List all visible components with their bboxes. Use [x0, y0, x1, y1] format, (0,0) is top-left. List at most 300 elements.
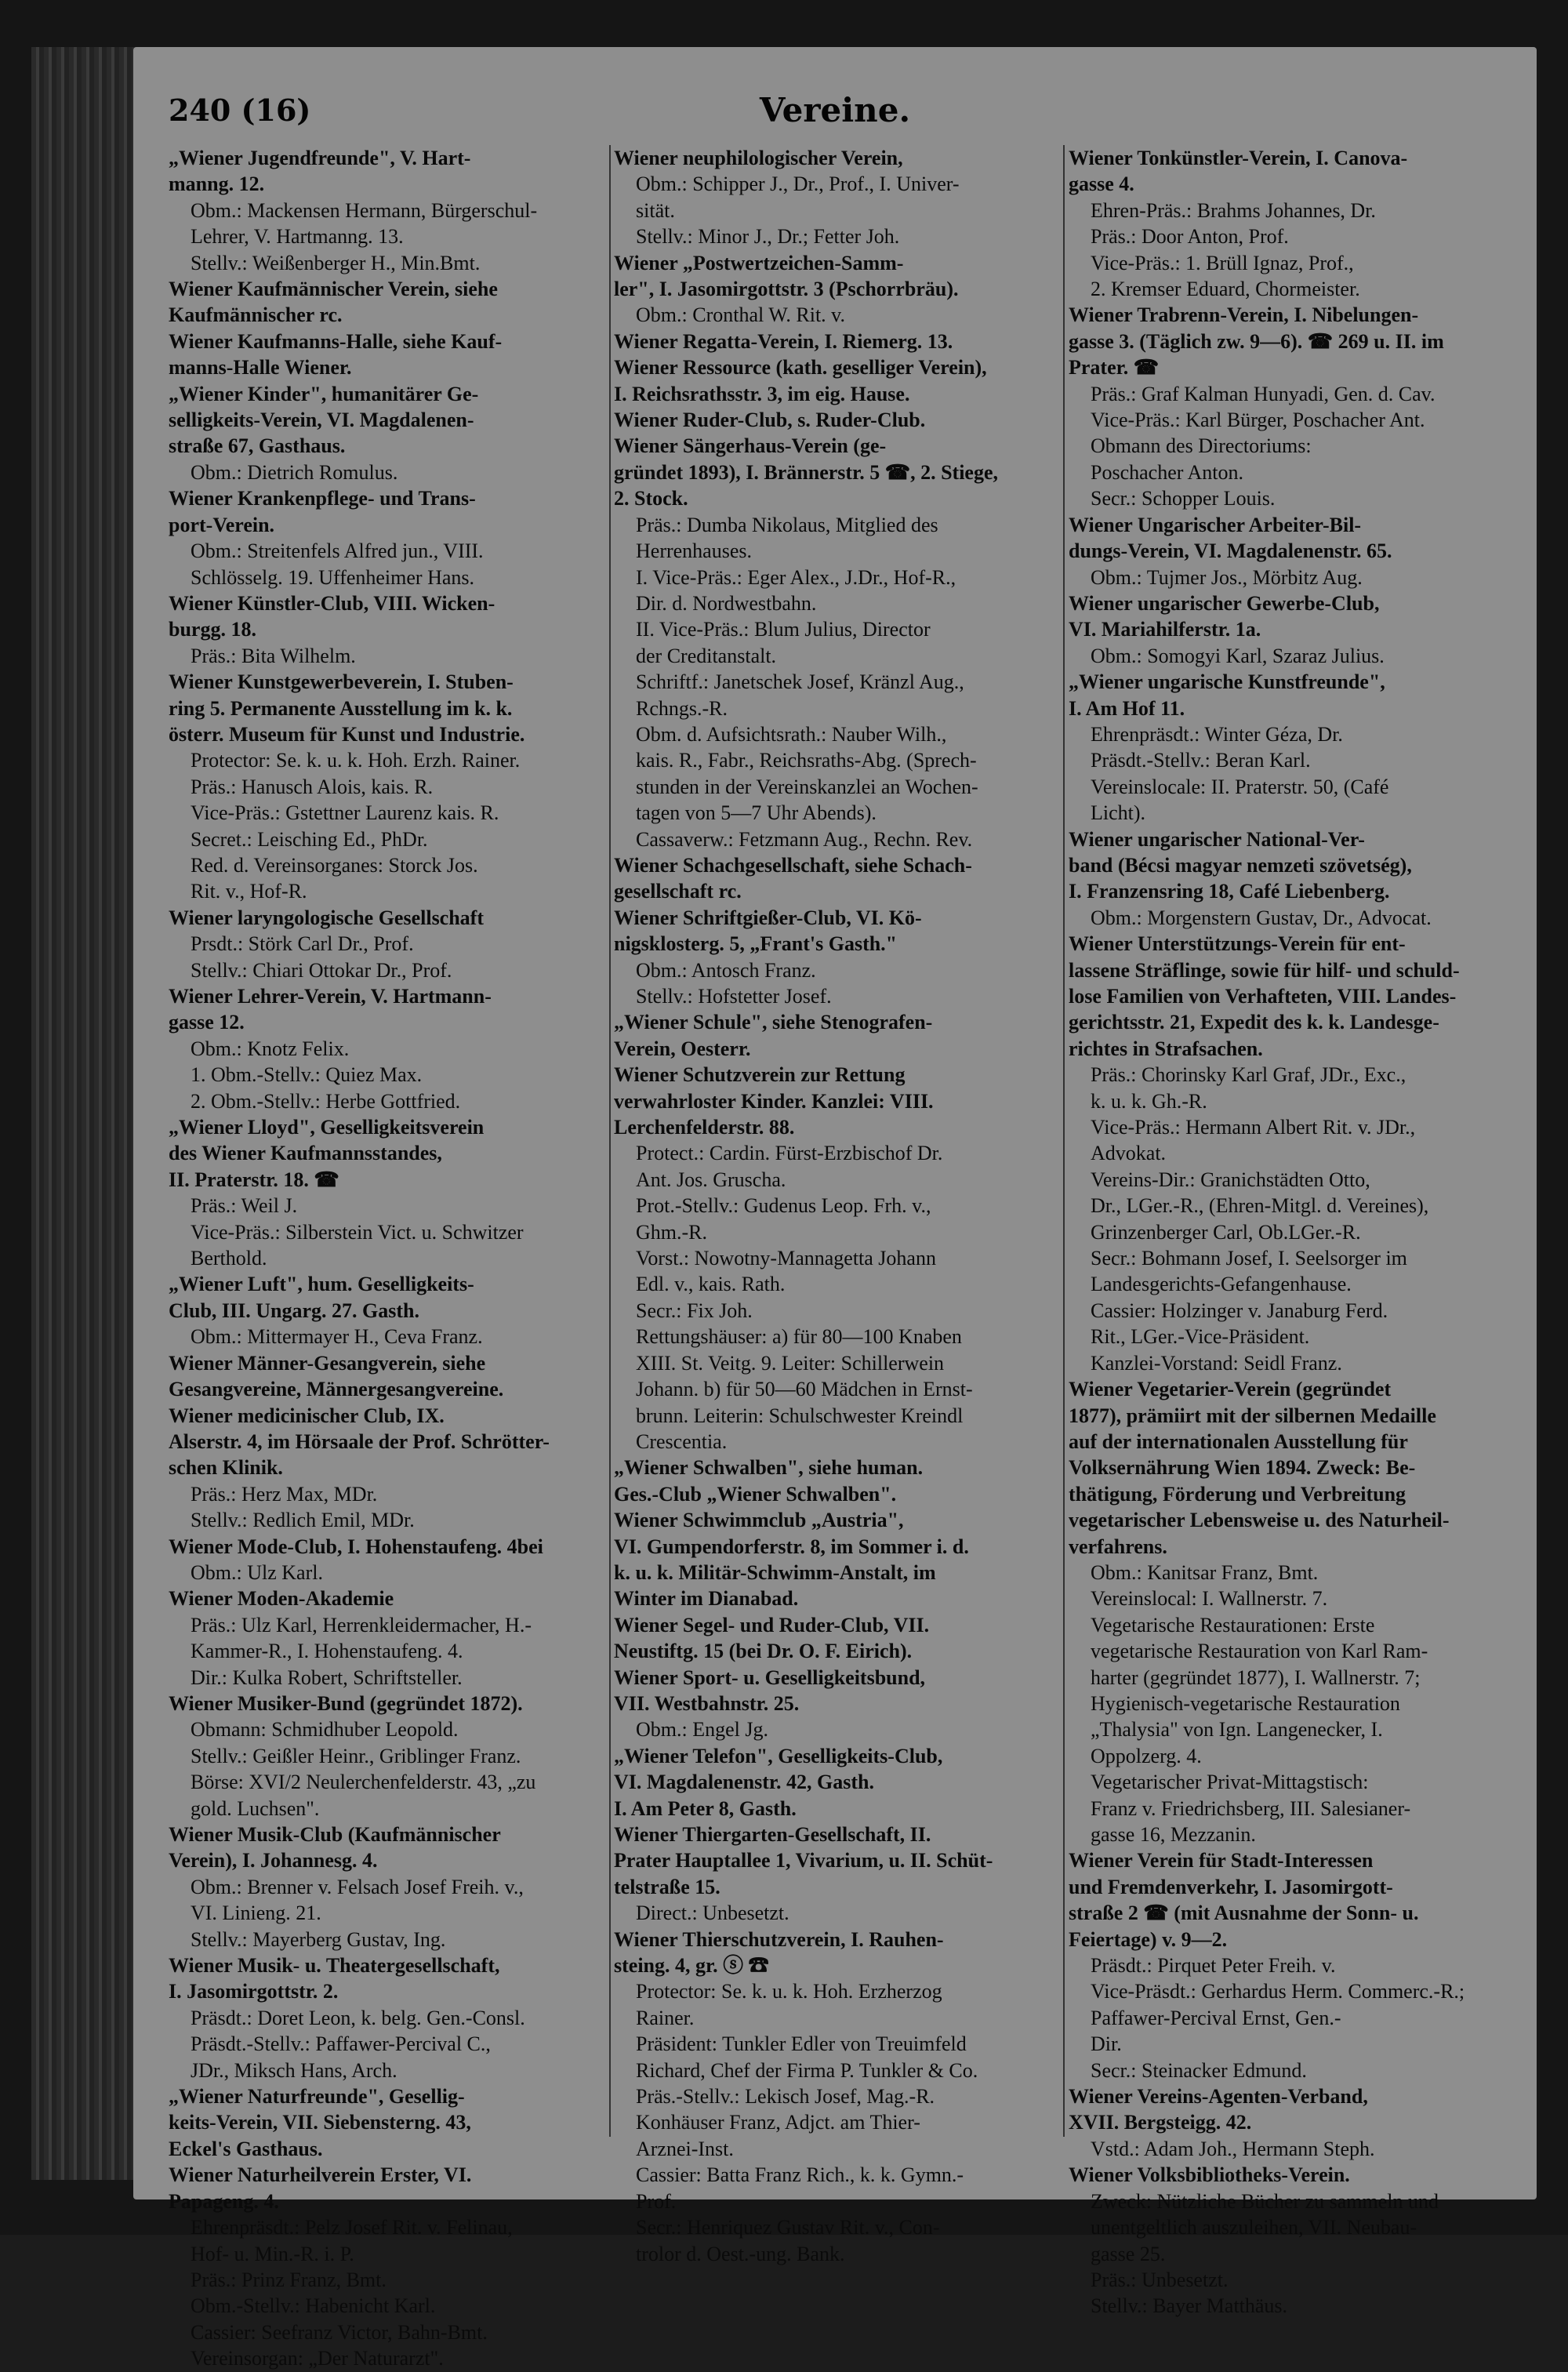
- directory-entry: [169, 276, 612, 329]
- directory-entry: [1069, 512, 1512, 590]
- entry-heading-line: keits-Verein, VII. Siebensterng. 43,: [169, 2111, 471, 2134]
- directory-entry: [1069, 1847, 1512, 2083]
- entry-detail-line: Vstd.: Adam Joh., Hermann Steph.: [1091, 2137, 1375, 2160]
- entry-detail-line: Obm.: Antosch Franz.: [636, 958, 816, 982]
- entry-detail-line: Vereinsorgan: „Der Naturarzt".: [191, 2347, 444, 2370]
- entry-heading-line: Wiener Ruder-Club, s. Ruder-Club.: [614, 409, 926, 432]
- entry-detail-line: Protect.: Cardin. Fürst-Erzbischof Dr.: [636, 1142, 943, 1165]
- directory-entry: [169, 1534, 612, 1586]
- entry-detail-line: Börse: XVI/2 Neulerchenfelderstr. 43, „zu: [191, 1771, 536, 1794]
- directory-entry: [169, 329, 612, 381]
- entry-detail-line: Secr.: Schopper Louis.: [1091, 487, 1276, 510]
- entry-heading-line: gasse 12.: [169, 1011, 245, 1034]
- entry-detail-line: Präs.-Stellv.: Lekisch Josef, Mag.-R.: [636, 2085, 935, 2109]
- entry-detail-line: Protector: Se. k. u. k. Hoh. Erzherzog: [636, 1980, 942, 2003]
- entry-heading-line: Volksernährung Wien 1894. Zweck: Be-: [1069, 1456, 1416, 1480]
- entry-heading-line: Neustiftg. 15 (bei Dr. O. F. Eirich).: [614, 1640, 913, 1663]
- entry-detail-line: Red. d. Vereinsorganes: Storck Jos.: [191, 853, 478, 877]
- entry-heading-line: Wiener Regatta-Verein, I. Riemerg. 13.: [614, 329, 953, 353]
- entry-detail-line: Secr.: Fix Joh.: [636, 1299, 753, 1322]
- entry-detail-line: Arznei-Inst.: [636, 2137, 734, 2160]
- entry-detail-line: JDr., Miksch Hans, Arch.: [191, 2058, 397, 2082]
- entry-heading-line: verfahrens.: [1069, 1535, 1167, 1558]
- entry-detail-line: Poschacher Anton.: [1091, 460, 1243, 484]
- entry-detail-line: Obm.: Tujmer Jos., Mörbitz Aug.: [1091, 565, 1363, 589]
- entry-detail-line: „Thalysia" von Ign. Langenecker, I.: [1091, 1718, 1383, 1742]
- entry-heading-line: gasse 3. (Täglich zw. 9—6). ☎ 269 u. II. im: [1069, 329, 1444, 353]
- entry-heading-line: Ges.-Club „Wiener Schwalben".: [614, 1482, 897, 1506]
- entry-heading-line: Wiener Mode-Club, I. Hohenstaufeng. 4bei: [169, 1535, 543, 1558]
- directory-entry: [614, 433, 1058, 852]
- entry-detail-line: Stellv.: Mayerberg Gustav, Ing.: [191, 1927, 446, 1951]
- directory-entry: [1069, 302, 1512, 511]
- entry-heading-line: I. Reichsrathsstr. 3, im eig. Hause.: [614, 382, 910, 405]
- entry-detail-line: Schlösselg. 19. Uffenheimer Hans.: [191, 565, 475, 589]
- column-divider: [609, 145, 611, 2137]
- entry-detail-line: Präsdt.: Doret Leon, k. belg. Gen.-Consl.: [191, 2006, 525, 2029]
- entry-heading-line: verwahrloster Kinder. Kanzlei: VIII.: [614, 1089, 934, 1113]
- entry-heading-line: VII. Westbahnstr. 25.: [614, 1691, 800, 1715]
- entry-heading-line: Wiener Unterstützungs-Verein für ent-: [1069, 932, 1406, 956]
- entry-heading-line: Wiener Vegetarier-Verein (gegründet: [1069, 1378, 1392, 1401]
- entry-detail-line: Vice-Präs.: 1. Brüll Ignaz, Prof.,: [1091, 251, 1354, 274]
- directory-entry: [614, 1009, 1058, 1062]
- entry-heading-line: Wiener Künstler-Club, VIII. Wicken-: [169, 591, 495, 615]
- entry-heading-line: Wiener ungarischer National-Ver-: [1069, 827, 1365, 851]
- entry-detail-line: II. Vice-Präs.: Blum Julius, Director: [636, 618, 931, 641]
- entry-detail-line: Herrenhauses.: [636, 539, 752, 563]
- entry-detail-line: Vice-Präsdt.: Gerhardus Herm. Commerc.-R.;: [1091, 1980, 1465, 2003]
- entry-detail-line: kais. R., Fabr., Reichsraths-Abg. (Sprech-: [636, 749, 977, 772]
- entry-detail-line: Ghm.-R.: [636, 1220, 707, 1244]
- entry-detail-line: Stellv.: Geißler Heinr., Griblinger Franz.: [191, 1744, 521, 1767]
- entry-heading-line: telstraße 15.: [614, 1875, 720, 1898]
- entry-detail-line: Franz v. Friedrichsberg, III. Salesianer-: [1091, 1796, 1411, 1820]
- entry-detail-line: Prot.-Stellv.: Gudenus Leop. Frh. v.,: [636, 1194, 931, 1218]
- entry-heading-line: Wiener Schachgesellschaft, siehe Schach-: [614, 853, 972, 877]
- entry-heading-line: Wiener Männer-Gesangverein, siehe: [169, 1351, 486, 1375]
- entry-detail-line: Licht).: [1091, 801, 1146, 825]
- entry-detail-line: trolor d. Oest.-ung. Bank.: [636, 2242, 845, 2265]
- directory-entry: [614, 1743, 1058, 1822]
- entry-detail-line: sität.: [636, 198, 675, 222]
- entry-detail-line: Crescentia.: [636, 1429, 728, 1453]
- entry-detail-line: Rchngs.-R.: [636, 696, 728, 720]
- entry-heading-line: Prater Hauptallee 1, Vivarium, u. II. Schüt-: [614, 1849, 993, 1873]
- entry-heading-line: Wiener Thiergarten-Gesellschaft, II.: [614, 1823, 931, 1846]
- entry-detail-line: Zweck: Nützliche Bücher zu sammeln und: [1091, 2189, 1439, 2213]
- entry-heading-line: Wiener Kunstgewerbeverein, I. Stuben-: [169, 670, 514, 694]
- entry-detail-line: Präs.: Unbesetzt.: [1091, 2268, 1229, 2291]
- entry-detail-line: Secr.: Bohmann Josef, I. Seelsorger im: [1091, 1247, 1407, 1270]
- entry-detail-line: Obm.: Engel Jg.: [636, 1718, 768, 1742]
- directory-entry: [1069, 2083, 1512, 2162]
- entry-detail-line: Stellv.: Weißenberger H., Min.Bmt.: [191, 251, 481, 274]
- entry-heading-line: Wiener Musik- u. Theatergesellschaft,: [169, 1954, 500, 1978]
- entry-heading-line: k. u. k. Militär-Schwimm-Anstalt, im: [614, 1560, 936, 1584]
- entry-heading-line: Wiener Thierschutzverein, I. Rauhen-: [614, 1927, 944, 1951]
- entry-heading-line: II. Praterstr. 18. ☎: [169, 1168, 339, 1191]
- entry-detail-line: Vereinslocal: I. Wallnerstr. 7.: [1091, 1587, 1328, 1611]
- entry-detail-line: Vice-Präs.: Hermann Albert Rit. v. JDr.,: [1091, 1116, 1416, 1139]
- entry-detail-line: Präs.: Graf Kalman Hunyadi, Gen. d. Cav.: [1091, 382, 1436, 405]
- entry-detail-line: Vereins-Dir.: Granichstädten Otto,: [1091, 1168, 1370, 1191]
- entry-heading-line: ler", I. Jasomirgottstr. 3 (Pschorrbräu).: [614, 278, 959, 301]
- entry-heading-line: Wiener Musik-Club (Kaufmännischer: [169, 1823, 501, 1846]
- entry-heading-line: und Fremdenverkehr, I. Jasomirgott-: [1069, 1875, 1393, 1898]
- entry-heading-line: Wiener Schwimmclub „Austria",: [614, 1509, 904, 1532]
- entry-detail-line: XIII. St. Veitg. 9. Leiter: Schillerwein: [636, 1351, 945, 1375]
- entry-detail-line: Cassaverw.: Fetzmann Aug., Rechn. Rev.: [636, 827, 973, 851]
- directory-entry: [614, 407, 1058, 433]
- entry-heading-line: Club, III. Ungarg. 27. Gasth.: [169, 1299, 420, 1322]
- entry-detail-line: Lehrer, V. Hartmanng. 13.: [191, 225, 404, 249]
- entry-detail-line: Prof.: [636, 2189, 677, 2213]
- directory-entry: [614, 1507, 1058, 1612]
- entry-heading-line: lose Familien von Verhafteten, VIII. Landes-: [1069, 985, 1457, 1008]
- directory-entry: [614, 1062, 1058, 1455]
- entry-heading-line: Wiener laryngologische Gesellschaft: [169, 906, 484, 929]
- entry-detail-line: Ehrenpräsdt.: Winter Géza, Dr.: [1091, 722, 1343, 746]
- entry-detail-line: Schriftf.: Janetschek Josef, Kränzl Aug.,: [636, 670, 964, 694]
- entry-detail-line: Cassier: Holzinger v. Janaburg Ferd.: [1091, 1299, 1388, 1322]
- entry-heading-line: schen Klinik.: [169, 1456, 283, 1480]
- entry-detail-line: Ant. Jos. Gruscha.: [636, 1168, 786, 1191]
- entry-detail-line: Präs.: Weil J.: [191, 1194, 298, 1218]
- entry-detail-line: Obm.: Morgenstern Gustav, Dr., Advocat.: [1091, 906, 1432, 929]
- entry-heading-line: Wiener „Postwertzeichen-Samm-: [614, 251, 904, 274]
- entry-detail-line: 1. Obm.-Stellv.: Quiez Max.: [191, 1063, 423, 1087]
- directory-entry: [1069, 1376, 1512, 1847]
- entry-detail-line: Rit. v., Hof-R.: [191, 880, 307, 903]
- directory-entry: [1069, 145, 1512, 302]
- directory-entry: [614, 354, 1058, 407]
- entry-detail-line: Obm.: Mackensen Hermann, Bürgerschul-: [191, 198, 538, 222]
- entry-detail-line: Rainer.: [636, 2006, 695, 2029]
- directory-entry: [169, 1403, 612, 1534]
- entry-detail-line: Secr.: Henriquez Gustav Rit. v., Con-: [636, 2216, 940, 2239]
- entry-heading-line: Prater. ☎: [1069, 356, 1160, 380]
- directory-entry: [1069, 826, 1512, 932]
- directory-entry: [614, 1612, 1058, 1665]
- directory-entry: [169, 381, 612, 486]
- entry-detail-line: Stellv.: Bayer Matthäus.: [1091, 2294, 1288, 2318]
- entry-heading-line: Wiener neuphilologischer Verein,: [614, 147, 903, 169]
- entry-detail-line: Hof- u. Min.-R. i. P.: [191, 2242, 354, 2265]
- entry-detail-line: Landesgerichts-Gefangenhause.: [1091, 1273, 1352, 1296]
- entry-detail-line: Präsident: Tunkler Edler von Treuimfeld: [636, 2032, 967, 2056]
- entry-detail-line: Obm.: Streitenfels Alfred jun., VIII.: [191, 539, 484, 563]
- entry-detail-line: Richard, Chef der Firma P. Tunkler & Co.: [636, 2058, 978, 2082]
- entry-heading-line: „Wiener Schule", siehe Stenografen-: [614, 1011, 933, 1034]
- entry-detail-line: Obm.: Ulz Karl.: [191, 1560, 323, 1584]
- entry-heading-line: richtes in Strafsachen.: [1069, 1037, 1263, 1060]
- entry-heading-line: Wiener Ungarischer Arbeiter-Bil-: [1069, 513, 1362, 536]
- entry-detail-line: Obm.: Schipper J., Dr., Prof., I. Univer-: [636, 173, 960, 196]
- entry-heading-line: VI. Magdalenenstr. 42, Gasth.: [614, 1771, 875, 1794]
- entry-heading-line: VI. Gumpendorferstr. 8, im Sommer i. d.: [614, 1535, 969, 1558]
- page-title: Vereine.: [759, 91, 911, 129]
- entry-detail-line: Oppolzerg. 4.: [1091, 1744, 1202, 1767]
- entry-heading-line: I. Am Peter 8, Gasth.: [614, 1796, 797, 1820]
- entry-detail-line: Rettungshäuser: a) für 80—100 Knaben: [636, 1325, 962, 1349]
- entry-detail-line: Präs.: Chorinsky Karl Graf, JDr., Exc.,: [1091, 1063, 1406, 1087]
- entry-detail-line: Advokat.: [1091, 1142, 1167, 1165]
- entry-detail-line: Präs.: Hanusch Alois, kais. R.: [191, 775, 434, 798]
- entry-detail-line: Vice-Präs.: Gstettner Laurenz kais. R.: [191, 801, 499, 825]
- entry-detail-line: Präsdt.-Stellv.: Paffawer-Percival C.,: [191, 2032, 491, 2056]
- entry-detail-line: Obm.: Dietrich Romulus.: [191, 460, 398, 484]
- entry-detail-line: Cassier: Batta Franz Rich., k. k. Gymn.-: [636, 2163, 964, 2187]
- directory-entry: [614, 1665, 1058, 1743]
- entry-heading-line: gesellschaft rc.: [614, 880, 742, 903]
- entry-heading-line: gerichtsstr. 21, Expedit des k. k. Landesge-: [1069, 1011, 1439, 1034]
- entry-heading-line: Wiener ungarischer Gewerbe-Club,: [1069, 591, 1380, 615]
- entry-heading-line: Eckel's Gasthaus.: [169, 2137, 323, 2160]
- entry-detail-line: Vegetarischer Privat-Mittagstisch:: [1091, 1771, 1369, 1794]
- entry-detail-line: Ehren-Präs.: Brahms Johannes, Dr.: [1091, 198, 1376, 222]
- entry-heading-line: port-Verein.: [169, 513, 275, 536]
- entry-detail-line: Paffawer-Percival Ernst, Gen.-: [1091, 2006, 1341, 2029]
- directory-entry: [169, 145, 612, 276]
- entry-heading-line: „Wiener Schwalben", siehe human.: [614, 1456, 924, 1480]
- entry-heading-line: Wiener Naturheilverein Erster, VI.: [169, 2163, 472, 2187]
- page-number: 240 (16): [169, 93, 311, 128]
- entry-heading-line: Wiener Tonkünstler-Verein, I. Canova-: [1069, 147, 1408, 169]
- entry-heading-line: manns-Halle Wiener.: [169, 356, 352, 380]
- entry-detail-line: Dir.: Kulka Robert, Schriftsteller.: [191, 1665, 463, 1689]
- entry-detail-line: unentgeltlich auszuleihen, VII. Neubau-: [1091, 2216, 1417, 2239]
- entry-detail-line: Cassier: Seefranz Victor, Bahn-Bmt.: [191, 2320, 488, 2344]
- entry-detail-line: Stellv.: Redlich Emil, MDr.: [191, 1509, 415, 1532]
- entry-heading-line: XVII. Bergsteigg. 42.: [1069, 2111, 1252, 2134]
- entry-detail-line: tagen von 5—7 Uhr Abends).: [636, 801, 877, 825]
- entry-detail-line: Präsdt.: Pirquet Peter Freih. v.: [1091, 1954, 1336, 1978]
- entry-detail-line: Obm.: Brenner v. Felsach Josef Freih. v.,: [191, 1875, 524, 1898]
- entry-heading-line: Papageng. 4.: [169, 2189, 279, 2213]
- entry-detail-line: Obm.: Mittermayer H., Ceva Franz.: [191, 1325, 483, 1349]
- directory-entry: [169, 485, 612, 590]
- directory-entry: [1069, 2162, 1512, 2319]
- entry-detail-line: brunn. Leiterin: Schulschwester Kreindl: [636, 1404, 964, 1427]
- directory-entry: [169, 2083, 612, 2162]
- entry-heading-line: Wiener Krankenpflege- und Trans-: [169, 487, 476, 510]
- directory-entry: [614, 329, 1058, 354]
- entry-heading-line: Wiener Moden-Akademie: [169, 1587, 394, 1611]
- entry-detail-line: gold. Luchsen".: [191, 1796, 320, 1820]
- entry-detail-line: Vorst.: Nowotny-Mannagetta Johann: [636, 1247, 936, 1270]
- entry-detail-line: gasse 25.: [1091, 2242, 1166, 2265]
- entry-heading-line: Wiener Sport- u. Geselligkeitsbund,: [614, 1665, 926, 1689]
- directory-entry: [169, 983, 612, 1114]
- entry-detail-line: Obm.: Knotz Felix.: [191, 1037, 350, 1060]
- entry-detail-line: Präs.: Bita Wilhelm.: [191, 644, 356, 667]
- entry-heading-line: vegetarischer Lebensweise u. des Naturheil-: [1069, 1509, 1450, 1532]
- entry-detail-line: Protector: Se. k. u. k. Hoh. Erzh. Rainer.: [191, 749, 521, 772]
- entry-detail-line: Rit., LGer.-Vice-Präsident.: [1091, 1325, 1310, 1349]
- entry-heading-line: dungs-Verein, VI. Magdalenenstr. 65.: [1069, 539, 1392, 563]
- directory-entry: [169, 1586, 612, 1691]
- entry-detail-line: stunden in der Vereinskanzlei an Wochen-: [636, 775, 978, 798]
- entry-heading-line: „Wiener Luft", hum. Geselligkeits-: [169, 1273, 474, 1296]
- directory-entry: [169, 669, 612, 905]
- entry-detail-line: Vegetarische Restaurationen: Erste: [1091, 1613, 1375, 1636]
- entry-detail-line: 2. Obm.-Stellv.: Herbe Gottfried.: [191, 1089, 461, 1113]
- entry-detail-line: Stellv.: Hofstetter Josef.: [636, 985, 832, 1008]
- directory-entry: [1069, 931, 1512, 1376]
- entry-detail-line: Vice-Präs.: Silberstein Vict. u. Schwitzer: [191, 1220, 524, 1244]
- entry-detail-line: Secret.: Leisching Ed., PhDr.: [191, 827, 428, 851]
- entry-heading-line: österr. Museum für Kunst und Industrie.: [169, 722, 525, 746]
- column-middle: [614, 145, 1058, 2265]
- column-left: [169, 145, 612, 2370]
- entry-detail-line: Konhäuser Franz, Adjct. am Thier-: [636, 2111, 920, 2134]
- directory-entry: [614, 145, 1058, 250]
- directory-entry: [614, 1927, 1058, 2267]
- entry-heading-line: Wiener Kaufmännischer Verein, siehe: [169, 278, 498, 301]
- entry-detail-line: Grinzenberger Carl, Ob.LGer.-R.: [1091, 1220, 1361, 1244]
- entry-heading-line: Feiertage) v. 9—2.: [1069, 1927, 1228, 1951]
- entry-heading-line: Verein, Oesterr.: [614, 1037, 751, 1060]
- entry-heading-line: auf der internationalen Ausstellung für: [1069, 1429, 1408, 1453]
- entry-heading-line: Wiener Lehrer-Verein, V. Hartmann-: [169, 985, 492, 1008]
- entry-heading-line: Wiener Vereins-Agenten-Verband,: [1069, 2085, 1368, 2109]
- entry-detail-line: Johann. b) für 50—60 Mädchen in Ernst-: [636, 1378, 973, 1401]
- entry-heading-line: Wiener Verein für Stadt-Interessen: [1069, 1849, 1374, 1873]
- entry-heading-line: selligkeits-Verein, VI. Magdalenen-: [169, 409, 474, 432]
- column-right: [1069, 145, 1512, 2318]
- entry-detail-line: Berthold.: [191, 1247, 267, 1270]
- entry-detail-line: Vice-Präs.: Karl Bürger, Poschacher Ant.: [1091, 409, 1425, 432]
- directory-entry: [169, 1822, 612, 1952]
- entry-heading-line: des Wiener Kaufmannsstandes,: [169, 1142, 442, 1165]
- entry-detail-line: Edl. v., kais. Rath.: [636, 1273, 786, 1296]
- entry-detail-line: Ehrenpräsdt.: Pelz Josef Rit. v. Felinau,: [191, 2216, 513, 2239]
- directory-entry: [169, 905, 612, 983]
- entry-detail-line: gasse 16, Mezzanin.: [1091, 1823, 1256, 1846]
- entry-detail-line: Direct.: Unbesetzt.: [636, 1902, 789, 1925]
- entry-heading-line: band (Bécsi magyar nemzeti szövetség),: [1069, 853, 1412, 877]
- directory-entry: [614, 250, 1058, 329]
- entry-heading-line: Wiener Kaufmanns-Halle, siehe Kauf-: [169, 329, 503, 353]
- entry-heading-line: I. Am Hof 11.: [1069, 696, 1185, 720]
- entry-heading-line: Wiener medicinischer Club, IX.: [169, 1404, 445, 1427]
- entry-heading-line: I. Franzensring 18, Café Liebenberg.: [1069, 880, 1390, 903]
- entry-heading-line: „Wiener ungarische Kunstfreunde",: [1069, 670, 1385, 694]
- entry-detail-line: Dr., LGer.-R., (Ehren-Mitgl. d. Vereines),: [1091, 1194, 1429, 1218]
- entry-heading-line: „Wiener Naturfreunde", Gesellig-: [169, 2085, 465, 2109]
- directory-entry: [169, 1114, 612, 1271]
- entry-heading-line: Lerchenfelderstr. 88.: [614, 1116, 795, 1139]
- entry-detail-line: Präs.: Ulz Karl, Herrenkleidermacher, H.-: [191, 1613, 532, 1636]
- entry-heading-line: Alserstr. 4, im Hörsaale der Prof. Schrötter-: [169, 1429, 550, 1453]
- entry-detail-line: Präs.: Prinz Franz, Bmt.: [191, 2268, 387, 2291]
- entry-detail-line: Stellv.: Minor J., Dr.; Fetter Joh.: [636, 225, 900, 249]
- entry-detail-line: Präs.: Door Anton, Prof.: [1091, 225, 1289, 249]
- entry-detail-line: Hygienisch-vegetarische Restauration: [1091, 1691, 1400, 1715]
- column-divider: [1063, 145, 1065, 2137]
- entry-detail-line: Obmann des Directoriums:: [1091, 434, 1312, 458]
- directory-entry: [169, 1952, 612, 2083]
- directory-entry: [614, 1822, 1058, 1927]
- entry-detail-line: k. u. k. Gh.-R.: [1091, 1089, 1207, 1113]
- entry-detail-line: harter (gegründet 1877), I. Wallnerstr. 7;: [1091, 1665, 1421, 1689]
- entry-heading-line: Wiener Segel- und Ruder-Club, VII.: [614, 1613, 930, 1636]
- entry-heading-line: „Wiener Telefon", Geselligkeits-Club,: [614, 1744, 943, 1767]
- entry-detail-line: Obmann: Schmidhuber Leopold.: [191, 1718, 459, 1742]
- entry-heading-line: „Wiener Jugendfreunde", V. Hart-: [169, 147, 471, 169]
- entry-heading-line: ring 5. Permanente Ausstellung im k. k.: [169, 696, 513, 720]
- directory-entry: [1069, 590, 1512, 669]
- entry-heading-line: thätigung, Förderung und Verbreitung: [1069, 1482, 1406, 1506]
- entry-detail-line: Obm. d. Aufsichtsrath.: Nauber Wilh.,: [636, 722, 947, 746]
- entry-detail-line: vegetarische Restauration von Karl Ram-: [1091, 1640, 1428, 1663]
- entry-heading-line: Wiener Musiker-Bund (gegründet 1872).: [169, 1691, 523, 1715]
- entry-heading-line: VI. Mariahilferstr. 1a.: [1069, 618, 1261, 641]
- entry-heading-line: Wiener Sängerhaus-Verein (ge-: [614, 434, 887, 458]
- entry-detail-line: VI. Linieng. 21.: [191, 1902, 321, 1925]
- directory-entry: [169, 1691, 612, 1822]
- entry-detail-line: Dir.: [1091, 2032, 1122, 2056]
- entry-heading-line: 1877), prämiirt mit der silbernen Medaille: [1069, 1404, 1436, 1427]
- entry-heading-line: Verein), I. Johannesg. 4.: [169, 1849, 378, 1873]
- entry-detail-line: Obm.: Cronthal W. Rit. v.: [636, 303, 845, 327]
- entry-detail-line: Obm.: Kanitsar Franz, Bmt.: [1091, 1560, 1319, 1584]
- entry-detail-line: Prsdt.: Störk Carl Dr., Prof.: [191, 932, 414, 956]
- entry-heading-line: Winter im Dianabad.: [614, 1587, 799, 1611]
- entry-heading-line: gasse 4.: [1069, 173, 1134, 196]
- entry-heading-line: Wiener Schriftgießer-Club, VI. Kö-: [614, 906, 922, 929]
- entry-detail-line: Obm.-Stellv.: Habenicht Karl.: [191, 2294, 436, 2318]
- entry-heading-line: Wiener Trabrenn-Verein, I. Nibelungen-: [1069, 303, 1419, 327]
- entry-heading-line: Wiener Schutzverein zur Rettung: [614, 1063, 906, 1087]
- entry-heading-line: straße 2 ☎ (mit Ausnahme der Sonn- u.: [1069, 1902, 1419, 1925]
- entry-heading-line: burgg. 18.: [169, 618, 256, 641]
- entry-detail-line: Präs.: Dumba Nikolaus, Mitglied des: [636, 513, 938, 536]
- directory-entry: [169, 1271, 612, 1349]
- entry-detail-line: Dir. d. Nordwestbahn.: [636, 591, 817, 615]
- entry-detail-line: Stellv.: Chiari Ottokar Dr., Prof.: [191, 958, 452, 982]
- entry-detail-line: Obm.: Somogyi Karl, Szaraz Julius.: [1091, 644, 1385, 667]
- entry-detail-line: Kanzlei-Vorstand: Seidl Franz.: [1091, 1351, 1342, 1375]
- entry-heading-line: I. Jasomirgottstr. 2.: [169, 1980, 339, 2003]
- directory-entry: [169, 590, 612, 669]
- directory-entry: [614, 852, 1058, 905]
- page-header: [169, 93, 1501, 140]
- entry-heading-line: Wiener Ressource (kath. geselliger Verein),: [614, 356, 987, 380]
- directory-entry: [614, 905, 1058, 1010]
- entry-detail-line: I. Vice-Präs.: Eger Alex., J.Dr., Hof-R.,: [636, 565, 956, 589]
- entry-heading-line: Kaufmännischer rc.: [169, 303, 343, 327]
- directory-entry: [614, 1455, 1058, 1507]
- entry-heading-line: Wiener Volksbibliotheks-Verein.: [1069, 2163, 1350, 2187]
- entry-detail-line: Secr.: Steinacker Edmund.: [1091, 2058, 1307, 2082]
- entry-heading-line: gründet 1893), I. Brännerstr. 5 ☎, 2. Stiege,: [614, 460, 999, 484]
- entry-heading-line: Gesangvereine, Männergesangvereine.: [169, 1378, 504, 1401]
- entry-detail-line: Präs.: Herz Max, MDr.: [191, 1482, 378, 1506]
- directory-entry: [169, 1350, 612, 1403]
- entry-detail-line: Präsdt.-Stellv.: Beran Karl.: [1091, 749, 1311, 772]
- directory-entry: [169, 2162, 612, 2371]
- entry-heading-line: 2. Stock.: [614, 487, 688, 510]
- entry-detail-line: der Creditanstalt.: [636, 644, 777, 667]
- entry-detail-line: 2. Kremser Eduard, Chormeister.: [1091, 278, 1360, 301]
- entry-heading-line: steing. 4, gr. ⓢ ☎: [614, 1954, 769, 1978]
- entry-detail-line: Vereinslocale: II. Praterstr. 50, (Café: [1091, 775, 1389, 798]
- directory-entry: [1069, 669, 1512, 826]
- entry-detail-line: Kammer-R., I. Hohenstaufeng. 4.: [191, 1640, 463, 1663]
- entry-heading-line: straße 67, Gasthaus.: [169, 434, 346, 458]
